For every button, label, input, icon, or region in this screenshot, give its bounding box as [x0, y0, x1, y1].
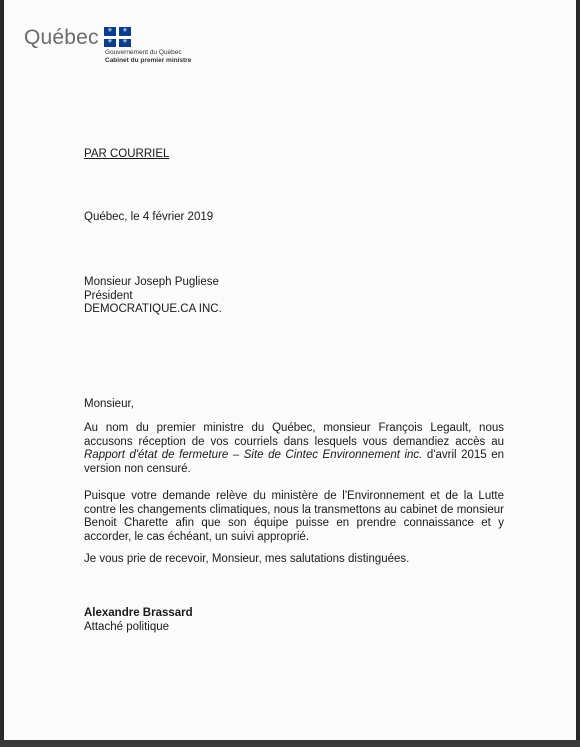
recipient-company: DEMOCRATIQUE.CA INC. — [84, 303, 222, 316]
paragraph-1-text-b: d'avril 2015 en version non censuré. — [84, 449, 504, 475]
paragraph-3: Je vous prie de recevoir, Monsieur, mes salutations distinguées. — [84, 553, 410, 565]
quebec-flag-icon: ⚜ ⚜ ⚜ ⚜ — [104, 27, 131, 47]
signature-block — [84, 607, 504, 634]
paragraph-2: Puisque votre demande relève du ministère de l'Environnement et de la Lutte contre les changements climatiques, nous la transmettons au cabinet de monsieur Benoit Charette afin que son équipe puisse en prendre connaissance et y accorder, le cas échéant, un suivi approprié. — [84, 490, 504, 543]
signatory-name: Alexandre Brassard — [84, 607, 193, 619]
report-title: Rapport d'état de fermeture – Site de Cintec Environnement inc. — [84, 449, 423, 462]
salutation: Monsieur, — [84, 398, 134, 410]
delivery-mode: PAR COURRIEL — [84, 148, 170, 160]
viewer-bottom-strip — [0, 740, 580, 747]
recipient-title: Président — [84, 289, 133, 302]
paragraph-1-text-a: Au nom du premier ministre du Québec, monsieur François Legault, nous accusons réception de vos courriels dans lesquels vous demandiez accès au — [84, 422, 504, 448]
letter-page — [4, 0, 576, 740]
letter-date: Québec, le 4 février 2019 — [84, 211, 214, 223]
quebec-wordmark: Québec — [24, 26, 99, 49]
paragraph-1 — [84, 422, 504, 476]
signatory-title: Attaché politique — [84, 620, 170, 633]
org-government: Gouvernement du Québec — [105, 49, 182, 56]
recipient-name: Monsieur Joseph Pugliese — [84, 276, 219, 288]
org-cabinet: Cabinet du premier ministre — [105, 57, 192, 64]
recipient-block — [84, 276, 504, 317]
